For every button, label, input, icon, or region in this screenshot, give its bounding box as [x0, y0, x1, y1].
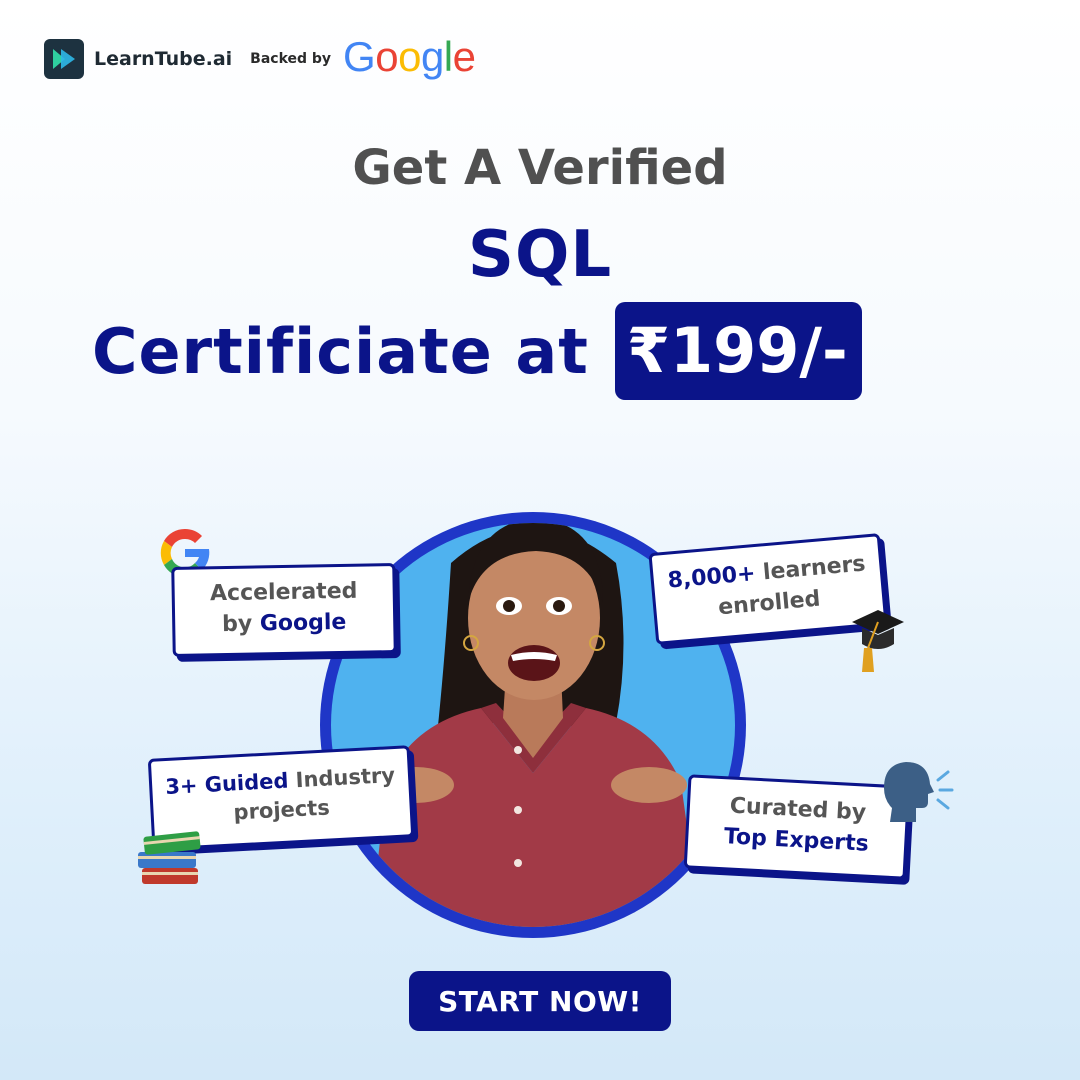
badge-text: Industry — [287, 763, 396, 793]
badge-text: learners — [754, 551, 867, 586]
badge-text: Accelerated — [209, 578, 358, 607]
google-wordmark: Google — [343, 33, 476, 80]
badge-text: projects — [232, 795, 331, 825]
learntube-logo-icon — [44, 39, 84, 79]
badge-highlight: 3+ Guided — [164, 768, 290, 800]
books-icon — [136, 820, 204, 890]
backed-by-label: Backed by — [250, 51, 332, 67]
badge-text: Curated by — [729, 793, 867, 826]
badge-highlight: Top Experts — [723, 824, 870, 857]
headline-line-3 — [92, 302, 862, 400]
badge-accelerated-by-google — [171, 563, 397, 657]
headline-sql: SQL — [467, 218, 613, 292]
price-badge: ₹199/- — [615, 302, 862, 400]
badge-highlight: Google — [259, 609, 347, 637]
graduation-cap-icon — [848, 604, 906, 676]
header — [44, 33, 476, 80]
badge-text: by — [221, 611, 261, 637]
speaking-head-icon — [876, 758, 956, 828]
certificate-text: Certificiate at — [92, 314, 589, 388]
headline-line-1: Get A Verified — [352, 140, 728, 196]
start-now-button[interactable]: START NOW! — [409, 971, 671, 1031]
badge-highlight: 8,000+ — [666, 561, 757, 594]
brand-name: LearnTube.ai — [94, 48, 233, 70]
badge-text: enrolled — [717, 586, 822, 621]
